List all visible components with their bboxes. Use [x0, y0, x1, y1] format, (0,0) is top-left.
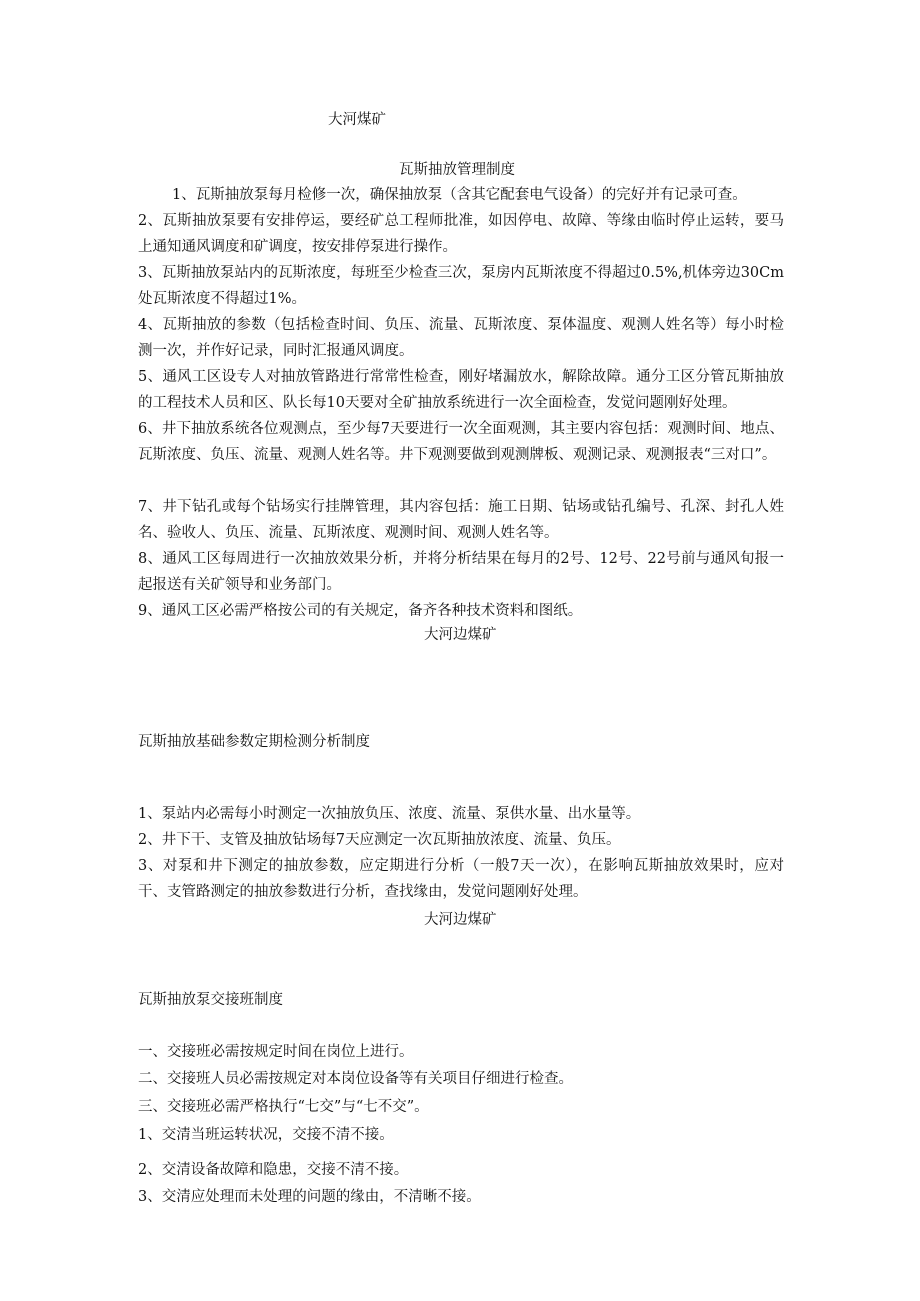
section-title-3: 瓦斯抽放泵交接班制度	[138, 992, 283, 1008]
section1-item-7: 7、井下钻孔或每个钻场实行挂牌管理，其内容包括：施工日期、钻场或钻孔编号、孔深、封孔人姓名、验收人、负压、流量、瓦斯浓度、观测时间、观测人姓名等。	[138, 499, 784, 541]
section-title-1: 瓦斯抽放管理制度	[399, 162, 515, 178]
section1-item-9: 9、通风工区必需严格按公司的有关规定，备齐各种技术资料和图纸。	[138, 603, 583, 619]
section3-item-4: 1、交清当班运转状况，交接不清不接。	[138, 1127, 394, 1143]
mine-name-1: 大河煤矿	[328, 112, 386, 128]
section3-item-2: 二、交接班人员必需按规定对本岗位设备等有关项目仔细进行检查。	[138, 1071, 573, 1087]
section2-item-1: 1、泵站内必需每小时测定一次抽放负压、浓度、流量、泵供水量、出水量等。	[138, 806, 641, 822]
section3-item-3: 三、交接班必需严格执行“七交”与“七不交”。	[138, 1099, 429, 1115]
section1-item-2: 2、瓦斯抽放泵要有安排停运，要经矿总工程师批准，如因停电、故障、等缘由临时停止运转，要马上通知通风调度和矿调度，按安排停泵进行操作。	[138, 213, 784, 255]
section3-item-1: 一、交接班必需按规定时间在岗位上进行。	[138, 1044, 414, 1060]
section1-item-4: 4、瓦斯抽放的参数（包括检查时间、负压、流量、瓦斯浓度、泵体温度、观测人姓名等）每小时检测一次，并作好记录，同时汇报通风调度。	[138, 317, 784, 359]
section1-item-8: 8、通风工区每周进行一次抽放效果分析，并将分析结果在每月的2号、12号、22号前与通风旬报一起报送有关矿领导和业务部门。	[138, 551, 784, 593]
section1-item-5: 5、通风工区设专人对抽放管路进行常常性检查，刚好堵漏放水，解除故障。通分工区分管瓦斯抽放的工程技术人员和区、队长每10天要对全矿抽放系统进行一次全面检查，发觉问题刚好处理。	[138, 369, 784, 411]
section1-item-3: 3、瓦斯抽放泵站内的瓦斯浓度，每班至少检查三次，泵房内瓦斯浓度不得超过0.5%,机体旁边30Cm处瓦斯浓度不得超过1%。	[138, 265, 784, 307]
section2-item-3: 3、对泵和井下测定的抽放参数，应定期进行分析（一般7天一次），在影响瓦斯抽放效果时，应对干、支管路测定的抽放参数进行分析，查找缘由，发觉问题刚好处理。	[138, 858, 784, 900]
section3-item-5: 2、交清设备故障和隐患，交接不清不接。	[138, 1162, 409, 1178]
section1-item-6: 6、井下抽放系统各位观测点，至少每7天要进行一次全面观测，其主要内容包括：观测时间、地点、瓦斯浓度、负压、流量、观测人姓名等。井下观测要做到观测牌板、观测记录、观测报表“三对口”。	[138, 421, 784, 463]
section2-item-2: 2、井下干、支管及抽放钻场每7天应测定一次瓦斯抽放浓度、流量、负压。	[138, 832, 621, 848]
section-title-2: 瓦斯抽放基础参数定期检测分析制度	[138, 734, 370, 750]
mine-name-2: 大河边煤矿	[424, 627, 497, 643]
mine-name-3: 大河边煤矿	[424, 912, 497, 928]
section1-item-1: 1、瓦斯抽放泵每月检修一次，确保抽放泵（含其它配套电气设备）的完好并有记录可查。	[172, 187, 747, 203]
section3-item-6: 3、交清应处理而未处理的问题的缘由，不清晰不接。	[138, 1189, 481, 1205]
